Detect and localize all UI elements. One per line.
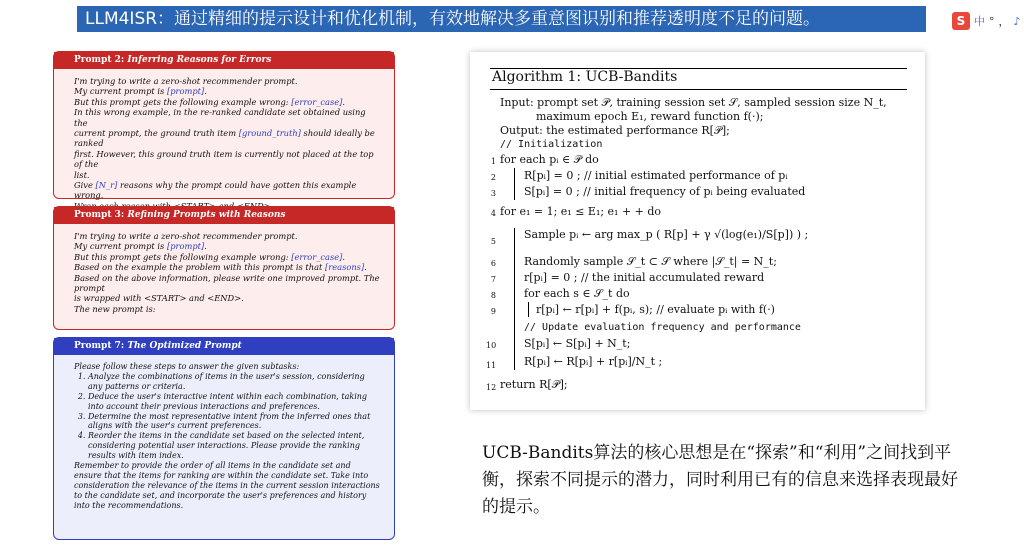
prompt7-card — [53, 337, 395, 540]
prompt3-line: is wrapped with <START> and <END>. — [74, 293, 244, 304]
algo-line: for e₁ = 1; e₁ ≤ E₁; e₁ + + do — [500, 205, 662, 218]
algo-block-bar — [528, 302, 529, 317]
placeholder-token: [reasons] — [325, 262, 365, 273]
algo-mid-rule — [490, 89, 907, 90]
algo-line: R[pᵢ] ← R[pᵢ] + r[pᵢ]/N_t ; — [524, 355, 663, 368]
prompt2-line: Give [N_r] reasons why the prompt could have gotten this example wrong. — [74, 180, 357, 201]
algo-line-number: 11 — [486, 361, 497, 370]
prompt7-step: 4. Reorder the items in the candidate set based on the selected intent, considering potential user interactions. Please provide the ranking results with item index. — [88, 431, 380, 461]
placeholder-token: [N_r] — [95, 180, 118, 191]
prompt2-label: Prompt 2: — [74, 55, 125, 65]
algo-input-2: maximum epoch E₁, reward function f(·); — [536, 110, 764, 123]
algo-comment-update: // Update evaluation frequency and performance — [524, 322, 801, 333]
algo-line: S[pᵢ] = 0 ; // initial frequency of pᵢ being evaluated — [524, 185, 806, 198]
algo-block-bar — [514, 228, 515, 370]
algo-block-bar — [514, 168, 515, 200]
algo-input: Input: prompt set 𝒫, training session set 𝒮, sampled session size N_t, — [500, 96, 887, 109]
prompt3-card — [53, 206, 395, 330]
ime-moon-icon[interactable]: ° — [989, 14, 995, 28]
prompt3-header — [54, 207, 394, 224]
algo-line: for each pᵢ ∈ 𝒫 do — [500, 153, 599, 166]
algo-line-number: 10 — [486, 341, 497, 350]
prompt7-step: 3. Determine the most representative intent from the inferred ones that aligns with the user's current preferences. — [88, 412, 380, 432]
algo-line-number: 7 — [490, 275, 496, 284]
algo-line-number: 8 — [490, 291, 496, 300]
prompt3-label: Prompt 3: — [74, 210, 125, 220]
ime-toolbar[interactable] — [952, 10, 1021, 32]
prompt2-line: But this prompt gets the following example wrong: [error_case]. — [74, 96, 346, 107]
prompt3-line: The new prompt is: — [74, 303, 156, 314]
ime-mode-chinese[interactable]: 中 — [974, 15, 985, 28]
prompt7-header — [54, 338, 394, 355]
algo-line-number: 4 — [490, 209, 496, 218]
algo-line-number: 9 — [490, 307, 496, 316]
prompt7-label: Prompt 7: — [74, 341, 125, 351]
algo-comment-init: // Initialization — [500, 139, 603, 150]
placeholder-token: [error_case] — [291, 251, 343, 262]
slide-title-bar — [77, 6, 926, 32]
algo-line-number: 5 — [490, 237, 496, 246]
prompt7-body — [54, 355, 394, 511]
prompt2-line: My current prompt is [prompt]. — [74, 86, 207, 97]
prompt3-line: My current prompt is [prompt]. — [74, 241, 207, 252]
description-text: UCB-Bandits算法的核心思想是在“探索”和“利用”之间找到平衡，探索不同提示的潜力，同时利用已有的信息来选择表现最好的提示。 — [482, 443, 958, 517]
sogou-logo-icon[interactable]: S — [952, 12, 970, 30]
prompt2-line: first. However, this ground truth item is currently not placed at the top of the — [74, 148, 374, 170]
prompt7-step: 2. Deduce the user's interactive intent within each combination, taking into account their previous interactions and preferences. — [88, 392, 380, 412]
algo-line-number: 2 — [490, 173, 496, 182]
algo-line: Sample pᵢ ← arg max_p ( R[p] + γ √(log(e₁)/S[p]) ) ; — [524, 228, 809, 241]
placeholder-token: [prompt] — [166, 86, 205, 97]
algo-line: Randomly sample 𝒮_t ⊂ 𝒮 where |𝒮_t| = N_t; — [524, 255, 777, 268]
prompt3-line: I'm trying to write a zero-shot recommender prompt. — [74, 231, 298, 241]
algo-line: for each s ∈ 𝒮_t do — [524, 287, 630, 300]
algo-line: r[pᵢ] = 0 ; // the initial accumulated reward — [524, 271, 765, 284]
prompt2-body — [54, 69, 394, 211]
placeholder-token: [error_case] — [291, 96, 343, 107]
algo-line-number: 1 — [490, 157, 496, 166]
prompt2-line: current prompt, the ground truth item [ground_truth] should ideally be ranked — [74, 128, 375, 149]
prompt7-step: 1. Analyze the combinations of items in the user's session, considering any patterns or criteria. — [88, 372, 380, 392]
ime-voice-icon[interactable]: ♪ — [1013, 14, 1021, 28]
algo-line-number: 12 — [486, 383, 497, 392]
prompt2-line: I'm trying to write a zero-shot recommender prompt. — [74, 76, 298, 86]
algo-line: return R[𝒫]; — [500, 378, 568, 391]
prompt3-line: Based on the example the problem with this prompt is that [reasons]. — [74, 262, 367, 273]
algo-line: R[pᵢ] = 0 ; // initial estimated performance of pᵢ — [524, 169, 788, 182]
prompt7-outro: Remember to provide the order of all items in the candidate set and ensure that the items for ranking are within the candidate set. Take into consideration the relevance of the items in the current session interactions to the candidate set, and incorporate the user's preferences and history into the recommendations. — [74, 461, 380, 510]
prompt7-title: The Optimized Prompt — [127, 341, 242, 351]
prompt3-line: Based on the above information, please write one improved prompt. The prompt — [74, 272, 380, 294]
prompt2-card — [53, 51, 395, 199]
algo-line: S[pᵢ] ← S[pᵢ] + N_t; — [524, 337, 631, 350]
algo-title: Algorithm 1: UCB-Bandits — [492, 69, 678, 85]
prompt7-intro: Please follow these steps to answer the given subtasks: — [74, 362, 300, 371]
algo-output: Output: the estimated performance R[𝒫]; — [500, 124, 730, 137]
placeholder-token: [ground_truth] — [238, 128, 301, 139]
slide-title: LLM4ISR：通过精细的提示设计和优化机制，有效地解决多重意图识别和推荐透明度不足的问题。 — [85, 9, 821, 29]
prompt2-line: list. — [74, 169, 90, 180]
ime-punct-icon[interactable]: ， — [998, 15, 1010, 28]
algo-line-number: 6 — [490, 259, 496, 268]
prompt2-title: Inferring Reasons for Errors — [127, 55, 272, 65]
prompt2-header — [54, 52, 394, 69]
prompt7-steps — [74, 372, 380, 461]
placeholder-token: [prompt] — [166, 241, 205, 252]
prompt2-line: In this wrong example, in the re-ranked candidate set obtained using the — [74, 107, 366, 128]
algo-line: r[pᵢ] ← r[pᵢ] + f(pᵢ, s); // evaluate pᵢ with f(·) — [536, 303, 775, 316]
prompt3-body — [54, 224, 394, 314]
prompt3-title: Refining Prompts with Reasons — [127, 210, 286, 220]
algorithm-box — [470, 52, 925, 410]
prompt3-line: But this prompt gets the following example wrong: [error_case]. — [74, 251, 346, 262]
algo-line-number: 3 — [490, 189, 496, 198]
